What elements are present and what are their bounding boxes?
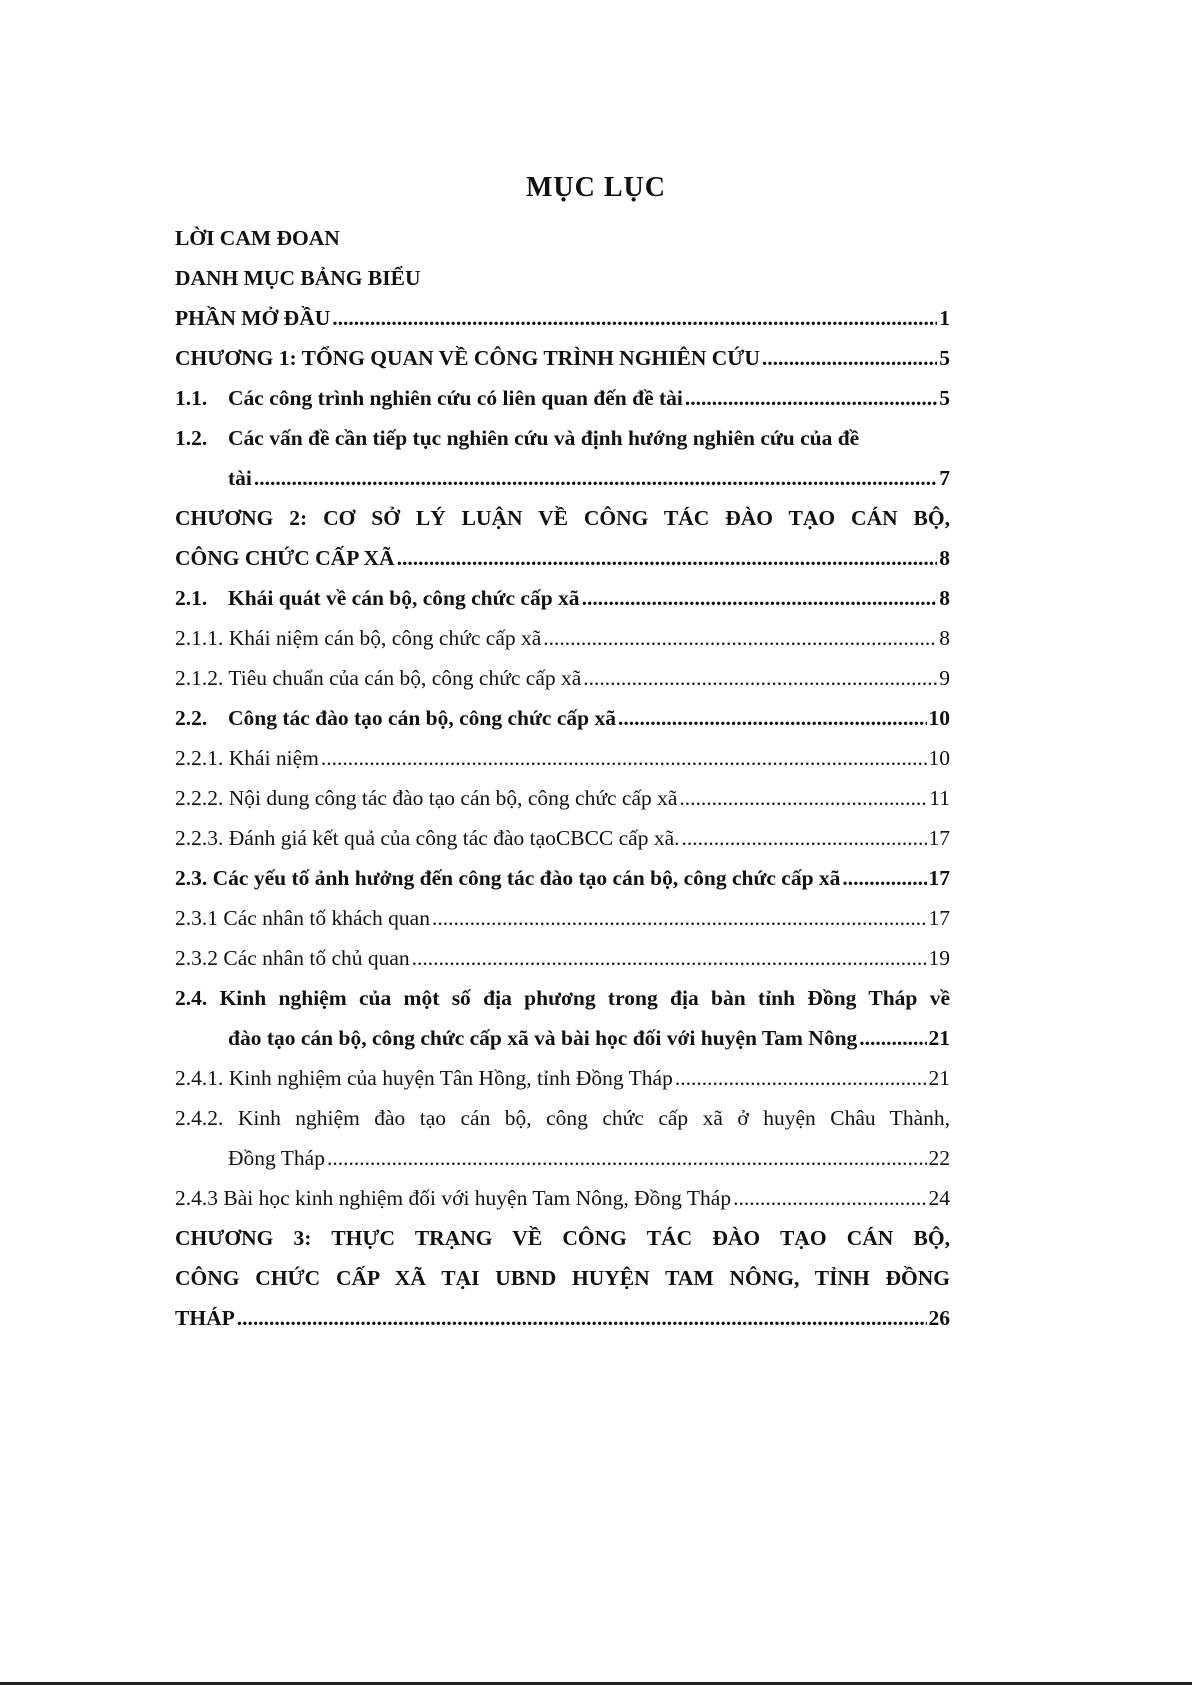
dot-leader [679,778,927,818]
toc-entry[interactable] [175,658,950,698]
dot-leader [618,698,927,738]
toc-page-number: 19 [928,946,950,970]
dot-leader [543,618,937,658]
toc-page-number: 21 [928,1026,950,1050]
toc-page-number: 10 [928,746,950,770]
toc-entry-text: 2.1.2. Tiêu chuẩn của cán bộ, công chức cấp xã [175,666,582,690]
toc-entry[interactable] [175,418,950,498]
toc-entry[interactable] [175,778,950,818]
toc-page-number: 8 [939,586,950,610]
toc-entry-text: 2.3. Các yếu tố ảnh hưởng đến công tác đào tạo cán bộ, công chức cấp xã [175,866,841,890]
toc-entry-text: CÔNG CHỨC CẤP XÃ [175,546,395,570]
toc-page-number: 8 [939,546,950,570]
dot-leader [675,1058,927,1098]
toc-page-number: 17 [928,826,950,850]
toc-entry[interactable] [175,258,950,298]
toc-entry-text: 2.2.3. Đánh giá kết quả của công tác đào tạoCBCC cấp xã. [175,826,680,850]
dot-leader [332,298,937,338]
toc-entry[interactable] [175,338,950,378]
toc-page-number: 5 [939,386,950,410]
toc-page-number: 26 [928,1306,950,1330]
toc-entry-text: LỜI CAM ĐOAN [175,226,340,250]
dot-leader [859,1018,926,1058]
toc-entry-text: 2.4.2. Kinh nghiệm đào tạo cán bộ, công chức cấp xã ở huyện Châu Thành, [175,1106,950,1130]
dot-leader [254,458,937,498]
toc-page-number: 17 [928,906,950,930]
dot-leader [583,658,937,698]
toc-entry-text: Công tác đào tạo cán bộ, công chức cấp xã [228,706,616,730]
toc-entry-text: Các công trình nghiên cứu có liên quan đến đề tài [228,386,683,410]
toc-entry-text: PHẦN MỞ ĐẦU [175,306,331,330]
dot-leader [733,1178,926,1218]
toc-page-number: 5 [939,346,950,370]
toc-entry[interactable] [175,738,950,778]
toc-entry-text: Các vấn đề cần tiếp tục nghiên cứu và định hướng nghiên cứu của đề [228,426,860,450]
toc-entry[interactable] [175,578,950,618]
toc-entry-text: CÔNG CHỨC CẤP XÃ TẠI UBND HUYỆN TAM NÔNG, TỈNH ĐỒNG [175,1266,950,1290]
toc-entry[interactable] [175,898,950,938]
toc-entry-text: Đồng Tháp [228,1146,325,1170]
toc-entry[interactable] [175,938,950,978]
toc-section-number: 1.1. [175,386,208,410]
toc-entry-text: tài [228,466,252,490]
toc-entry-text: Khái quát về cán bộ, công chức cấp xã [228,586,580,610]
toc-entry[interactable] [175,298,950,338]
dot-leader [685,378,937,418]
toc-entry[interactable] [175,1098,950,1178]
dot-leader [327,1138,927,1178]
toc-entry[interactable] [175,978,950,1058]
toc-entry[interactable] [175,378,950,418]
toc-entry[interactable] [175,218,950,258]
toc-page-number: 8 [939,626,950,650]
toc-entry[interactable] [175,858,950,898]
toc-section-number: 1.2. [175,426,208,450]
toc-entry-text: CHƯƠNG 2: CƠ SỞ LÝ LUẬN VỀ CÔNG TÁC ĐÀO TẠO CÁN BỘ, [175,506,950,530]
table-of-contents [175,218,950,1338]
toc-section-number: 2.2. [175,706,208,730]
toc-page-number: 22 [928,1146,950,1170]
dot-leader [397,538,938,578]
toc-entry[interactable] [175,818,950,858]
toc-entry[interactable] [175,1058,950,1098]
toc-entry[interactable] [175,618,950,658]
toc-page-number: 9 [939,666,950,690]
toc-section-number: 2.1. [175,586,208,610]
toc-entry-text: 2.2.1. Khái niệm [175,746,319,770]
toc-entry[interactable] [175,1218,950,1338]
toc-page-number: 21 [928,1066,950,1090]
dot-leader [582,578,938,618]
page-title: MỤC LỤC [526,172,666,203]
toc-page-number: 11 [929,786,950,810]
toc-page-number: 17 [928,866,950,890]
toc-entry-text: THÁP [175,1306,235,1330]
dot-leader [412,938,927,978]
toc-entry-text: CHƯƠNG 3: THỰC TRẠNG VỀ CÔNG TÁC ĐÀO TẠO CÁN BỘ, [175,1226,950,1250]
toc-entry-text: 2.3.1 Các nhân tố khách quan [175,906,430,930]
toc-entry-text: 2.3.2 Các nhân tố chủ quan [175,946,410,970]
dot-leader [321,738,927,778]
toc-page-number: 10 [928,706,950,730]
toc-entry-text: đào tạo cán bộ, công chức cấp xã và bài học đối với huyện Tam Nông [228,1026,858,1050]
dot-leader [237,1298,927,1338]
toc-entry[interactable] [175,1178,950,1218]
toc-entry-text: 2.4.3 Bài học kinh nghiệm đối với huyện Tam Nông, Đồng Tháp [175,1186,732,1210]
dot-leader [842,858,926,898]
toc-page-number: 24 [928,1186,950,1210]
toc-entry-text: 2.4.1. Kinh nghiệm của huyện Tân Hồng, tỉnh Đồng Tháp [175,1066,673,1090]
toc-entry-text: CHƯƠNG 1: TỔNG QUAN VỀ CÔNG TRÌNH NGHIÊN CỨU [175,346,760,370]
toc-entry-text: DANH MỤC BẢNG BIỂU [175,266,421,290]
toc-entry[interactable] [175,498,950,578]
toc-page-number: 7 [939,466,950,490]
toc-entry-text: 2.4. Kinh nghiệm của một số địa phương trong địa bàn tỉnh Đồng Tháp về [175,986,950,1010]
toc-entry-text: 2.1.1. Khái niệm cán bộ, công chức cấp xã [175,626,542,650]
dot-leader [762,338,937,378]
toc-entry[interactable] [175,698,950,738]
toc-entry-text: 2.2.2. Nội dung công tác đào tạo cán bộ, công chức cấp xã [175,786,678,810]
dot-leader [682,818,927,858]
toc-page-number: 1 [939,306,950,330]
dot-leader [432,898,927,938]
